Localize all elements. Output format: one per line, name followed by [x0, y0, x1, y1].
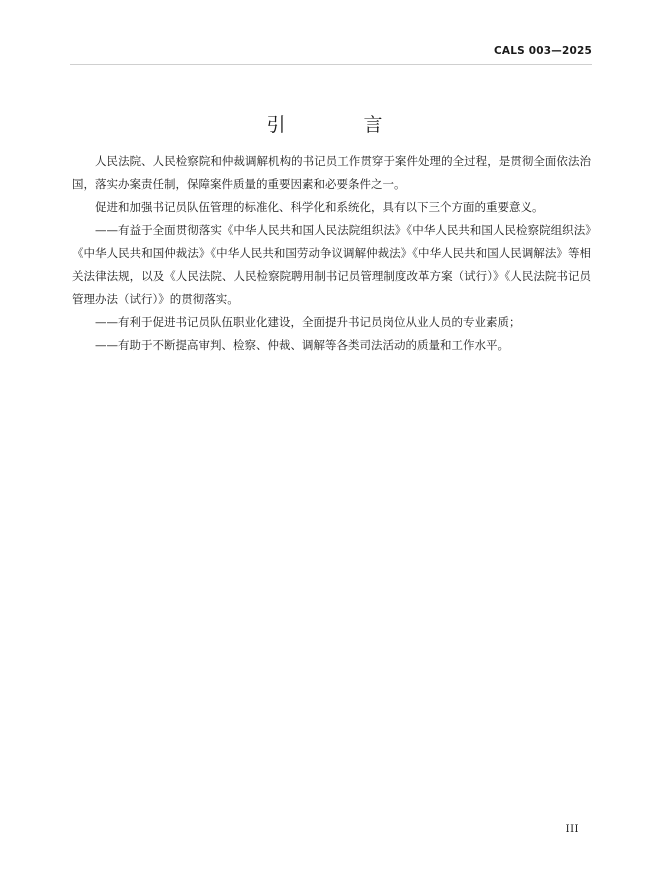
section-title: 引 言	[266, 114, 419, 136]
standard-code: CALS 003—2025	[494, 45, 592, 57]
page-number: III	[565, 824, 579, 835]
paragraph-significance: 促进和加强书记员队伍管理的标准化、科学化和系统化，具有以下三个方面的重要意义。	[95, 200, 544, 214]
body-text	[72, 150, 591, 357]
paragraph-intro: 人民法院、人民检察院和仲裁调解机构的书记员工作贯穿于案件处理的全过程，是贯彻全面依法治国，落实办案责任制，保障案件质量的重要因素和必要条件之一。	[72, 154, 591, 191]
paragraph-item-professional: ——有利于促进书记员队伍职业化建设，全面提升书记员岗位从业人员的专业素质；	[95, 315, 521, 329]
paragraph-item-quality: ——有助于不断提高审判、检察、仲裁、调解等各类司法活动的质量和工作水平。	[95, 338, 509, 352]
paragraph-item-law: ——有益于全面贯彻落实《中华人民共和国人民法院组织法》《中华人民共和国人民检察院组织法》《中华人民共和国仲裁法》《中华人民共和国劳动争议调解仲裁法》《中华人民共和国人民调解法》等相关法律法规，以及《人民法院、人民检察院聘用制书记员管理制度改革方案（试行）》《人民法院书记员管理办法（试行）》的贯彻落实。	[72, 223, 591, 306]
header-rule	[70, 64, 592, 65]
